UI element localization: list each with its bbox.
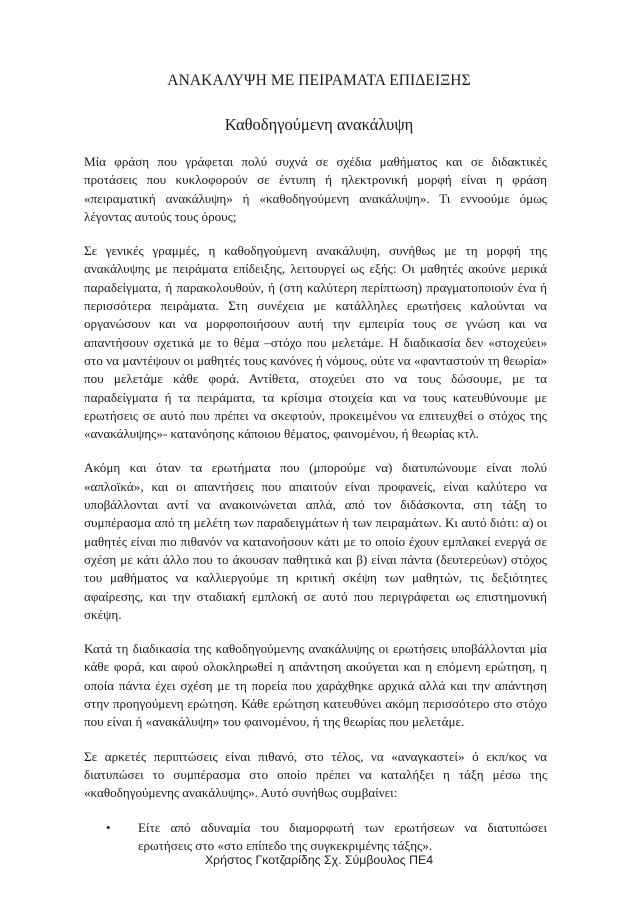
paragraph-simple-questions: Ακόμη και όταν τα ερωτήματα που (μπορούμε να) διατυπώνουμε είναι πολύ «απλοϊκά», και οι απαντήσεις που απαιτούν είναι προφανείς, είναι καλύτερο να υποβάλλονται αντί να ανακοινώνεται απλά, από τον διδάσκοντα, στη τάξη το συμπέρασμα από τη μελέτη των παραδειγμάτων ή των πειραμάτων. Κι αυτό διότι: α) οι μαθητές είναι πιο πιθανόν να κατανοήσουν κάτι με το οποίο έχουν εμπλακεί ενεργά σε σχέση με κάτι άλλο που το άκουσαν παθητικά και β) είναι πάντα (δευτερεύων) στόχος του μαθήματος να καλλιεργούμε τη κριτική σκέψη των μαθητών, τις δεξιότητες αφαίρεσης, και την σταδιακή εμπλοκή σε αυτό που περιγράφεται ως επιστημονική σκέψη. xyxy=(84,460,547,622)
paragraph-process: Κατά τη διαδικασία της καθοδηγούμενης ανακάλυψης οι ερωτήσεις υποβάλλονται μία κάθε φορά, και αφού ολοκληρωθεί η απάντηση ακούγεται και η επόμενη ερώτηση, η οποία πάντα έχει σχέση με τη πορεία που χαράχθηκε αρχικά αλλά και την απάντηση στην προηγούμενη ερώτηση. Κάθε ερώτηση κατευθύνει ακόμη περισσότερο στο στόχο που είναι ή «ανακάλυψη» του φαινομένου, ή της θεωρίας που μελετάμε. xyxy=(84,641,547,730)
document-body xyxy=(84,153,547,855)
document-title: ΑΝΑΚΑΛΥΨΗ ΜΕ ΠΕΙΡΑΜΑΤΑ ΕΠΙΔΕΙΞΗΣ xyxy=(167,72,471,89)
bullet-icon: • xyxy=(106,819,111,835)
page-footer: Χρήστος Γκοτζαρίδης Σχ. Σύμβουλος ΠΕ4 xyxy=(204,853,434,867)
list-item xyxy=(84,819,547,856)
document-subtitle: Καθοδηγούμενη ανακάλυψη xyxy=(224,115,414,134)
paragraph-intro: Μία φράση που γράφεται πολύ συχνά σε σχέδια μαθήματος και σε διδακτικές προτάσεις που κυκλοφορούν σε έντυπη ή ηλεκτρονική μορφή είναι η φράση «πειραματική ανακάλυψη» ή «καθοδηγούμενη ανακάλυψη». Τι εννοούμε όμως λέγοντας αυτούς τους όρους; xyxy=(84,154,547,224)
paragraph-general-description: Σε γενικές γραμμές, η καθοδηγούμενη ανακάλυψη, συνήθως με τη μορφή της ανακάλυψης με πειράματα επίδειξης, λειτουργεί ως εξής: Οι μαθητές ακούνε μερικά παραδείγματα, ή παρακολουθούν, ή (στη καλύτερη περίπτωση) πραγματοποιούν ένα ή περισσότερα πειράματα. Στη συνέχεια με κατάλληλες ερωτήσεις καλούνται να οργανώσουν και να μορφοποιήσουν αυτή την εμπειρία τους σε γνώση και να απαντήσουν σχετικά με το θέμα –στόχο που μελετάμε. Η διαδικασία δεν «στοχεύει» στο να μαντέψουν οι μαθητές τους κανόνες ή νόμους, ούτε να «φανταστούν τη θεωρία» που μελετάμε κάθε φορά. Αντίθετα, στοχεύει στο να τους δώσουμε, με τα παραδείγματα ή τα πειράματα, τα κρίσιμα στοιχεία και να τους κατευθύνουμε με ερωτήσεις σε αυτό που πρέπει να σκεφτούν, προκειμένου να επιτευχθεί ο στόχος της «ανακάλυψης»- κατανόησης κάποιου θέματος, φαινομένου, ή θεωρίας κτλ. xyxy=(84,243,547,442)
bullet-list xyxy=(84,819,547,856)
paragraph-teacher-conclusion: Σε αρκετές περιπτώσεις είναι πιθανό, στο τέλος, να «αναγκαστεί» ό εκπ/κος να διατυπώσει το συμπέρασμα στο οποίο πρέπει να καταλήξει η τάξη μέσω της «καθοδηγούμενης ανακάλυψης». Αυτό συνήθως συμβαίνει: xyxy=(84,748,547,801)
bullet-text: Είτε από αδυναμία του διαμορφωτή των ερωτήσεων να διατυπώσει ερωτήσεις στο «στο επίπεδο της συγκεκριμένης τάξης». xyxy=(138,819,547,853)
